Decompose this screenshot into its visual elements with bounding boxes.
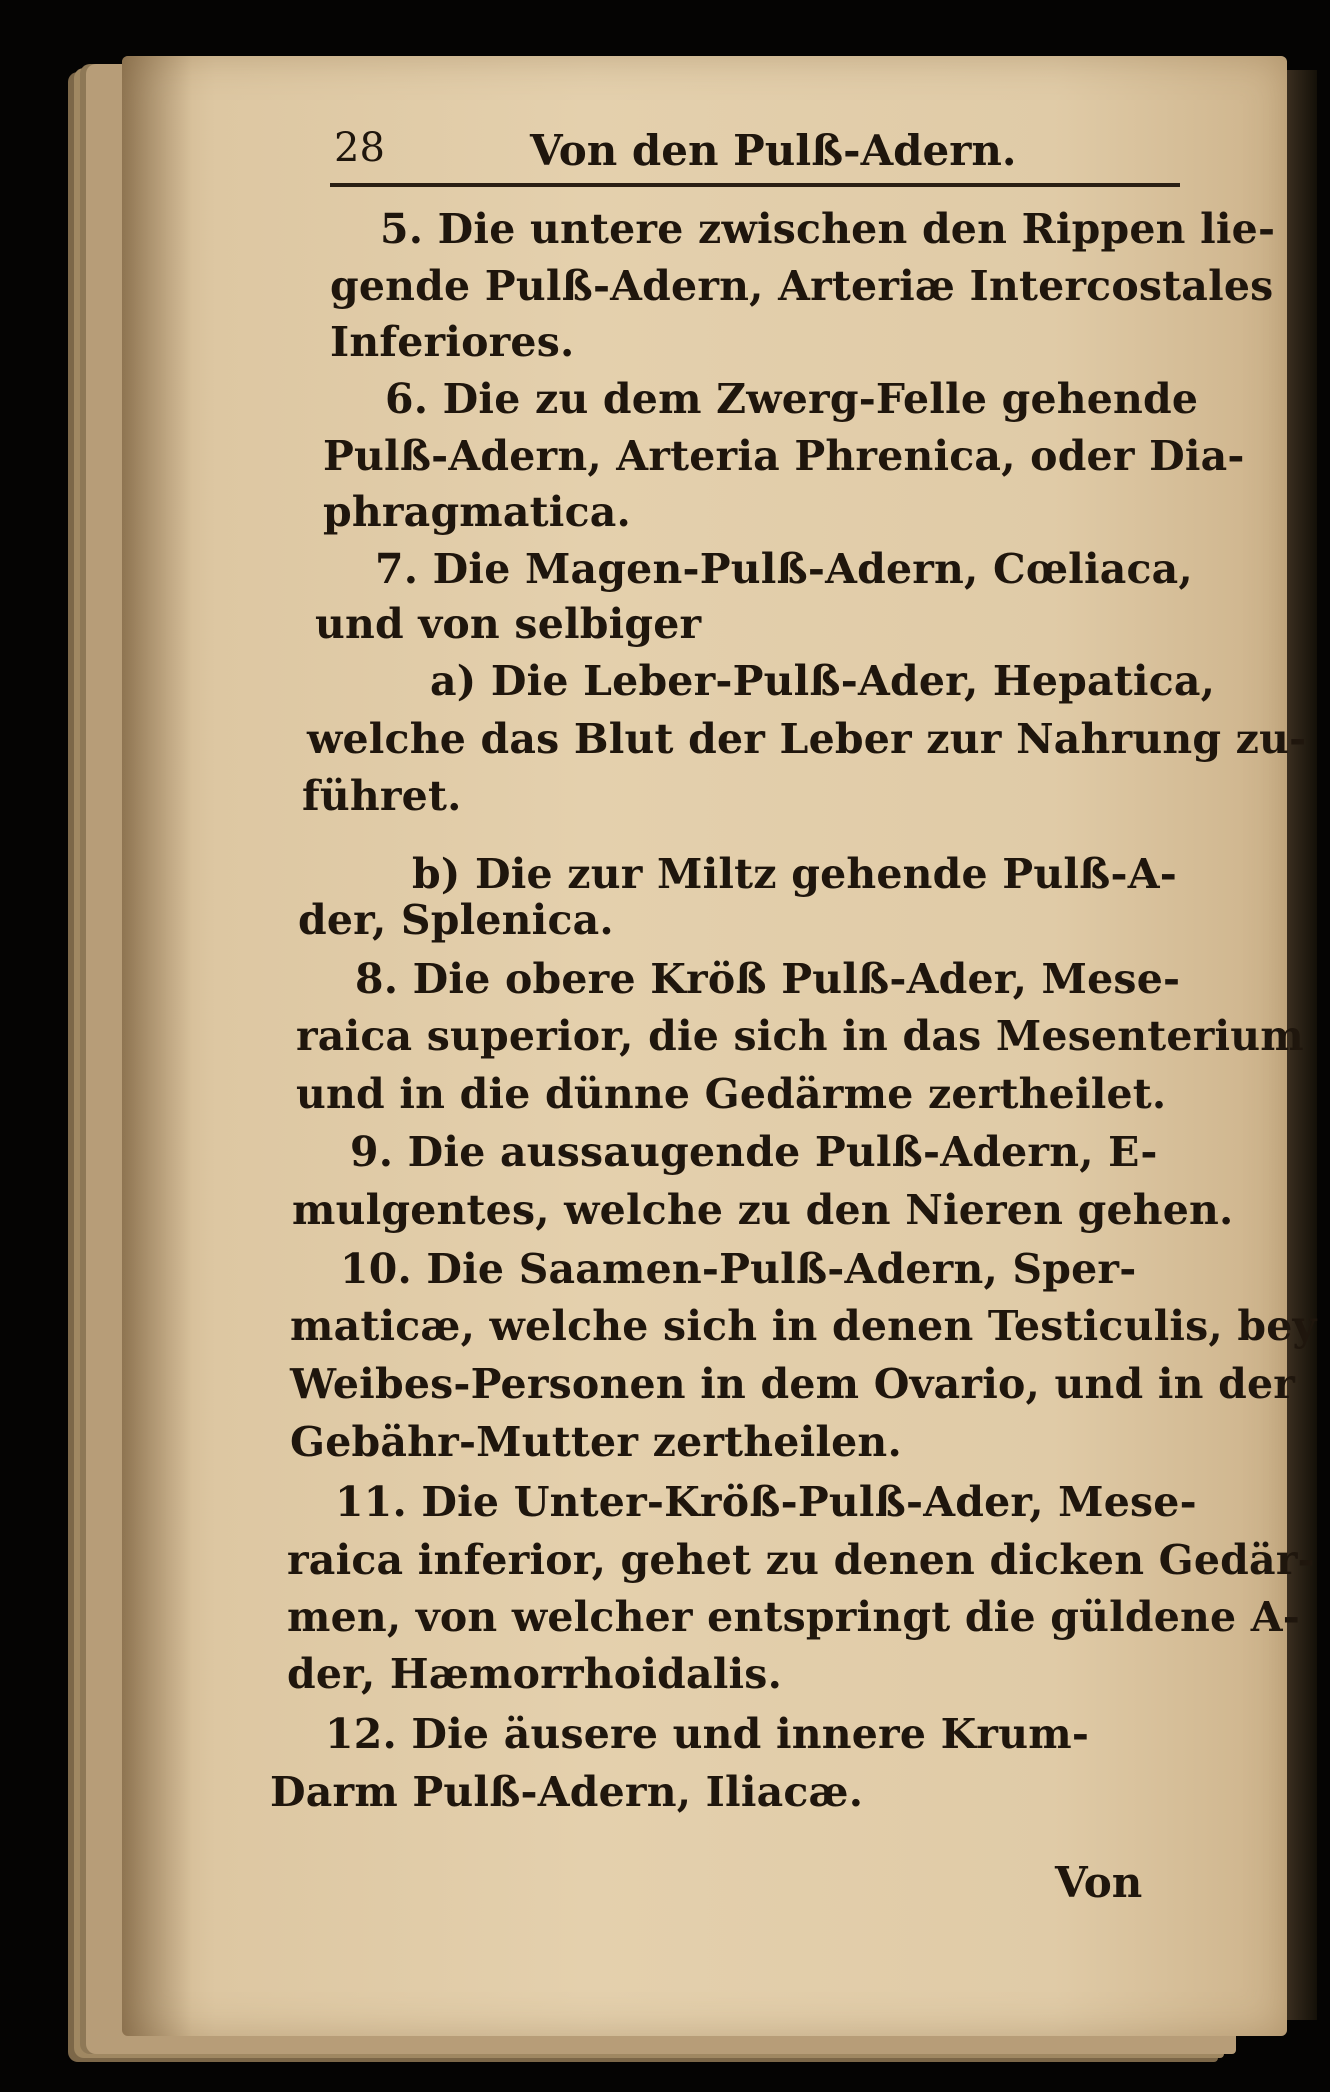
gutter-shadow — [122, 56, 192, 2036]
text-line: 5. Die untere zwischen den Rippen lie- — [380, 205, 1276, 253]
text-line: und in die dünne Gedärme zertheilet. — [296, 1070, 1167, 1118]
page-number: 28 — [334, 125, 385, 171]
running-head: Von den Pulß-Adern. — [530, 126, 1017, 175]
text-line: führet. — [302, 772, 462, 820]
text-line: welche das Blut der Leber zur Nahrung zu- — [307, 715, 1307, 763]
text-line: maticæ, welche sich in denen Testiculis, bey — [290, 1302, 1317, 1350]
text-line: Darm Pulß-Adern, Iliacæ. — [270, 1768, 864, 1816]
text-line: 10. Die Saamen-Pulß-Adern, Sper- — [340, 1245, 1137, 1293]
text-line: Weibes-Personen in dem Ovario, und in der — [290, 1360, 1296, 1408]
text-line: und von selbiger — [315, 600, 702, 648]
text-line: raica inferior, gehet zu denen dicken Gedär- — [287, 1536, 1315, 1584]
text-line: 9. Die aussaugende Pulß-Adern, E- — [350, 1128, 1158, 1176]
text-line: raica superior, die sich in das Mesenterium — [296, 1012, 1304, 1060]
text-line: 6. Die zu dem Zwerg-Felle gehende — [385, 375, 1199, 423]
catchword: Von — [1055, 1858, 1143, 1907]
text-line: Gebähr-Mutter zertheilen. — [290, 1418, 902, 1466]
text-line: gende Pulß-Adern, Arteriæ Intercostales — [330, 262, 1274, 310]
text-line: phragmatica. — [323, 488, 631, 536]
text-line: b) Die zur Miltz gehende Pulß-A- — [412, 850, 1177, 898]
text-line: der, Hæmorrhoidalis. — [287, 1650, 783, 1698]
text-line: 8. Die obere Kröß Pulß-Ader, Mese- — [355, 955, 1181, 1003]
text-line: mulgentes, welche zu den Nieren gehen. — [292, 1186, 1234, 1234]
text-line: 12. Die äusere und innere Krum- — [325, 1710, 1090, 1758]
text-line: der, Splenica. — [298, 896, 614, 944]
text-line: men, von welcher entspringt die güldene A- — [287, 1593, 1301, 1641]
header-rule — [330, 183, 1180, 187]
text-line: a) Die Leber-Pulß-Ader, Hepatica, — [430, 657, 1216, 705]
text-line: Inferiores. — [330, 318, 575, 366]
text-line: 7. Die Magen-Pulß-Adern, Cœliaca, — [375, 545, 1193, 593]
text-line: 11. Die Unter-Kröß-Pulß-Ader, Mese- — [335, 1478, 1197, 1526]
text-line: Pulß-Adern, Arteria Phrenica, oder Dia- — [323, 432, 1245, 480]
